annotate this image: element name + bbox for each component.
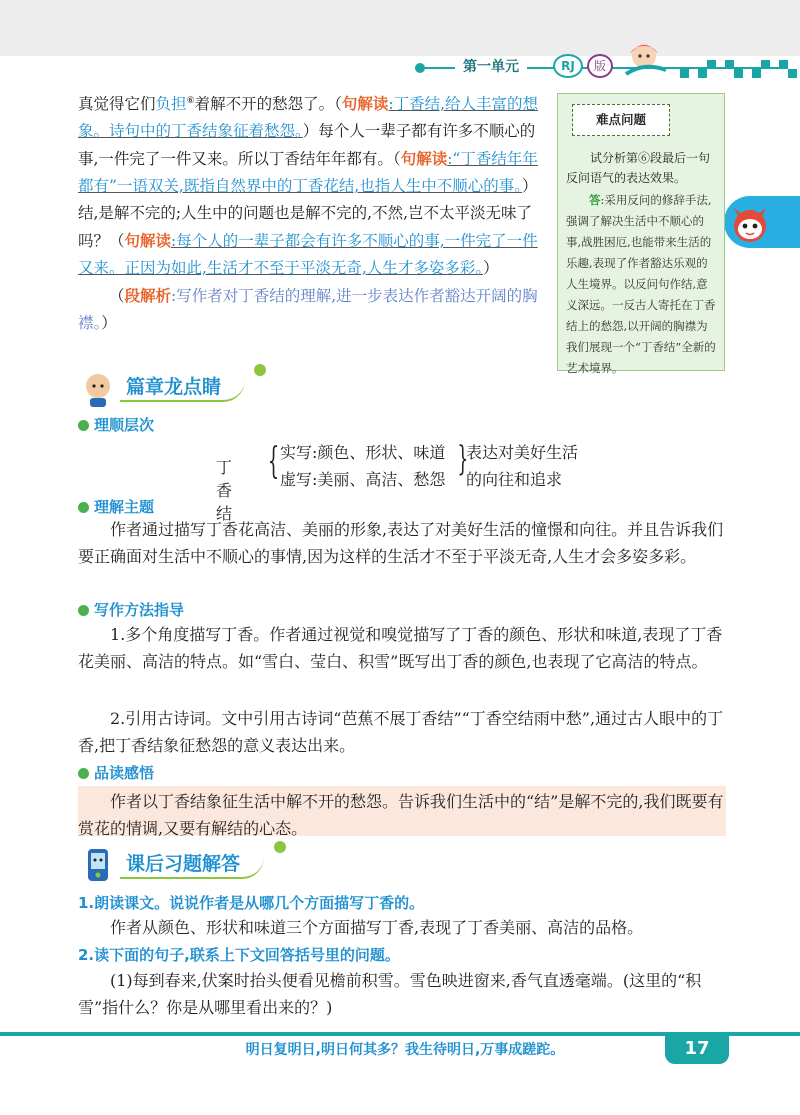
analysis-text: :写作者对丁香结的理解,进一步表达作者豁达开阔的胸襟。 [78,287,538,333]
difficulty-box [557,93,725,375]
text-run: 着解不开的愁怨了。（ [194,95,342,114]
diagram-branch: 实写:颜色、形状、味道 [280,443,446,462]
note-text: :每个人的一辈子都会有许多不顺心的事,一件完了一件又来。正因为如此,生活才不至于平淡无奇,人生才多姿多彩。 [78,232,538,278]
phone-mascot-icon [78,845,118,885]
theme-text: 作者通过描写丁香花高洁、美丽的形象,表达了对美好生活的憧憬和向往。并且告诉我们要正确面对生活中不顺心的事情,因为这样的生活才不至于平淡无奇,人生才会多姿多彩。 [78,520,724,566]
checker-pattern [680,60,800,78]
mascot-girl-icon [620,40,670,78]
footnote-mark: ⑥ [186,96,195,106]
section-title: 篇章龙点睛 [120,374,245,402]
brace-left: { [267,441,280,482]
difficulty-title: 难点问题 [572,104,670,136]
header-dot-icon [415,63,425,73]
answer-label: 答 [589,193,601,207]
subheading-structure: 理顺层次 [78,414,154,435]
text-run: （ [109,287,125,306]
subheading-reflection: 品读感悟 [78,762,154,783]
method-item: 2.引用古诗词。文中引用古诗词“芭蕉不展丁香结”“丁香空结雨中愁”,通过古人眼中的丁香,把丁香结象征愁怨的意义表达出来。 [78,709,724,755]
note-label: 句解读 [124,231,172,251]
note-label: 句解读 [400,149,448,169]
sentence-note [78,232,538,277]
reflection-text: 作者以丁香结象征生活中解不开的愁怨。告诉我们生活中的“结”是解不完的,我们既要有赏花的情调,又要有解结的心态。 [78,792,724,838]
text-run: ）结,是解不完的;人生中的问题也是解不完的,不然,岂不太平淡无味了吗？（ [78,177,538,251]
note-text: :丁香结,给人丰富的想象。诗句中的丁香结象征着愁怨。 [78,95,539,141]
analysis-label: 段解析 [124,286,172,306]
note-text: :“丁香结年年都有”一语双关,既指自然界中的丁香花结,也指人生中不顺心的事。 [78,150,538,196]
unit-label: 第一单元 [455,56,527,76]
diagram-branch: 虚写:美丽、高洁、愁怨 [280,470,446,489]
section-title: 课后习题解答 [120,851,264,879]
edition-suffix: 版 [587,54,613,78]
diagram-conclusion: 表达对美好生活 [466,443,579,462]
diagram-root: 丁香结 [216,458,233,523]
edition-mark: RJ [553,54,583,78]
note-label: 句解读 [341,94,389,114]
brace-right: { [457,439,469,479]
exercise-answer: (1)每到春来,伏案时抬头便看见檐前积雪。雪色映进窗来,香气直透毫端。(这里的“积雪”指什么？你是从哪里看出来的？) [78,971,702,1017]
text-run: ） [483,259,499,278]
text-run: ）每个人一辈子都有许多不顺心的事,一件完了一件又来。所以丁香结年年都有。（ [78,122,536,169]
answer-text: :采用反问的修辞手法,强调了解决生活中不顺心的事,战胜困厄,也能带来生活的乐趣,表现了作者豁达乐观的人生境界。以反问句作结,意义深远。一反古人寄托在丁香结上的愁怨,以开阔的胸襟为我们展现一个“丁香结”全新的艺术境界。 [566,193,716,375]
cat-face-icon [726,198,774,246]
text-run: 真觉得它们 [78,95,156,114]
exercise-question: 2.读下面的句子,联系上下文回答括号里的问题。 [78,946,400,964]
top-band [0,0,800,56]
leaf-icon [254,364,266,376]
paragraph-analysis [78,282,548,337]
diagram-conclusion: 的向往和追求 [466,470,563,489]
section-banner-highlights [78,368,318,408]
difficulty-answer [566,190,718,379]
leaf-icon [274,841,286,853]
page-number: 17 [665,1034,729,1064]
exercise-question: 1.朗读课文。说说作者是从哪几个方面描写丁香的。 [78,894,425,912]
passage-paragraph [78,88,548,282]
subheading-method: 写作方法指导 [78,599,184,620]
difficulty-question: 试分析第⑥段最后一句反问语气的表达效果。 [566,151,711,185]
boy-mascot-icon [78,368,118,408]
footer-motto: 明日复明日,明日何其多？我生待明日,万事成蹉跎。 [245,1042,565,1058]
section-banner-exercises [78,845,328,885]
annotated-word: 负担 [155,95,187,114]
method-item: 1.多个角度描写丁香。作者通过视觉和嗅觉描写了丁香的颜色、形状和味道,表现了丁香花美丽、高洁的特点。如“雪白、莹白、积雪”既写出丁香的颜色,也表现了它高洁的特点。 [78,625,723,671]
subheading-theme: 理解主题 [78,496,154,517]
text-run: ） [101,314,117,333]
reading-passage [78,88,548,337]
exercise-answer: 作者从颜色、形状和味道三个方面描写丁香,表现了丁香美丽、高洁的品格。 [110,918,644,937]
